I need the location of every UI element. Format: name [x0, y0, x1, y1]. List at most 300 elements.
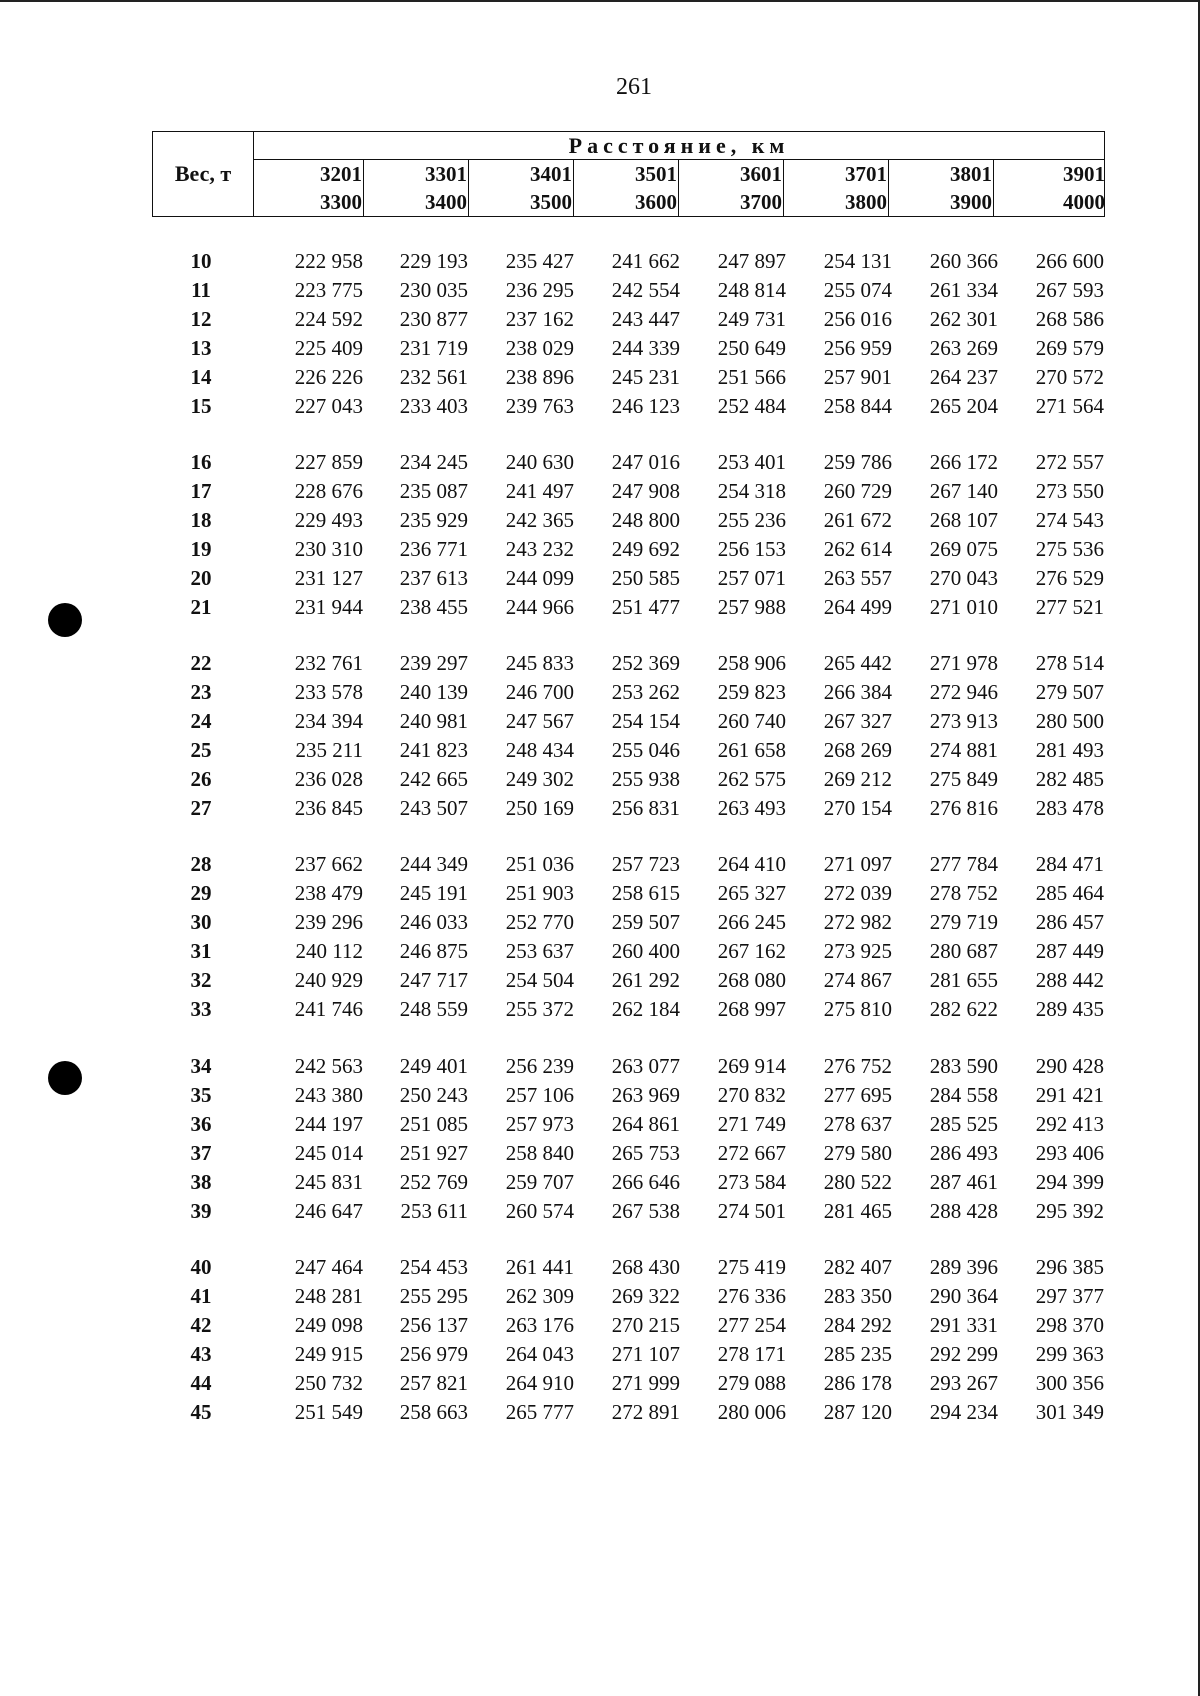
value-cell: 244 349: [399, 852, 468, 876]
value-cell: 237 162: [505, 306, 574, 331]
value-cell: 247 717: [399, 967, 468, 992]
value-cell: 278 171: [717, 1341, 786, 1366]
value-cell: 265 753: [611, 1140, 680, 1165]
value-cell: 248 559: [399, 996, 468, 1021]
table-row: [0, 1369, 1200, 1398]
weight-cell: 10: [190, 249, 212, 273]
value-cell: 249 692: [611, 536, 680, 561]
value-cell: 267 327: [823, 708, 892, 733]
range-header-3: [573, 160, 679, 216]
value-cell: 294 399: [1035, 1169, 1104, 1194]
table-row: [0, 276, 1200, 305]
weight-cell: 41: [190, 1283, 212, 1308]
value-cell: 259 823: [717, 679, 786, 704]
range-from: 3401: [530, 162, 572, 186]
weight-cell: 12: [190, 306, 212, 331]
value-cell: 269 914: [717, 1054, 786, 1078]
table-row: [0, 1081, 1200, 1110]
value-cell: 239 296: [294, 909, 363, 934]
value-cell: 230 877: [399, 306, 468, 331]
value-cell: 271 999: [611, 1370, 680, 1395]
table-row: [0, 1398, 1200, 1427]
value-cell: 248 281: [294, 1283, 363, 1308]
table-row: [0, 1052, 1200, 1081]
value-cell: 242 554: [611, 277, 680, 302]
value-cell: 243 380: [294, 1082, 363, 1107]
value-cell: 249 731: [717, 306, 786, 331]
value-cell: 267 162: [717, 938, 786, 963]
table-header: [152, 131, 1105, 217]
value-cell: 254 154: [611, 708, 680, 733]
value-cell: 292 299: [929, 1341, 998, 1366]
value-cell: 260 729: [823, 478, 892, 503]
value-cell: 299 363: [1035, 1341, 1104, 1366]
weight-cell: 28: [190, 852, 212, 876]
value-cell: 257 988: [717, 594, 786, 619]
value-cell: 277 784: [929, 852, 998, 876]
value-cell: 261 672: [823, 507, 892, 532]
value-cell: 255 046: [611, 737, 680, 762]
value-cell: 254 131: [823, 249, 892, 273]
value-cell: 274 543: [1035, 507, 1104, 532]
value-cell: 274 501: [717, 1198, 786, 1223]
value-cell: 286 178: [823, 1370, 892, 1395]
value-cell: 256 153: [717, 536, 786, 561]
value-cell: 261 441: [505, 1255, 574, 1279]
value-cell: 232 761: [294, 651, 363, 675]
value-cell: 272 946: [929, 679, 998, 704]
value-cell: 233 578: [294, 679, 363, 704]
value-cell: 260 574: [505, 1198, 574, 1223]
value-cell: 241 662: [611, 249, 680, 273]
value-cell: 288 442: [1035, 967, 1104, 992]
table-row: [0, 363, 1200, 392]
value-cell: 284 558: [929, 1082, 998, 1107]
value-cell: 257 901: [823, 364, 892, 389]
value-cell: 295 392: [1035, 1198, 1104, 1223]
weight-cell: 14: [190, 364, 212, 389]
value-cell: 263 493: [717, 795, 786, 820]
table-row: [0, 879, 1200, 908]
value-cell: 265 204: [929, 393, 998, 418]
value-cell: 240 112: [295, 938, 363, 963]
range-to: 3300: [320, 190, 362, 214]
value-cell: 264 861: [611, 1111, 680, 1136]
value-cell: 239 297: [399, 651, 468, 675]
value-cell: 260 740: [717, 708, 786, 733]
value-cell: 287 449: [1035, 938, 1104, 963]
value-cell: 259 707: [505, 1169, 574, 1194]
value-cell: 268 586: [1035, 306, 1104, 331]
weight-cell: 25: [190, 737, 212, 762]
distance-header: Расстояние, км: [254, 132, 1104, 160]
table-row: [0, 305, 1200, 334]
value-cell: 255 236: [717, 507, 786, 532]
weight-cell: 39: [190, 1198, 212, 1223]
punch-hole-lower: [48, 1061, 82, 1095]
value-cell: 275 419: [717, 1255, 786, 1279]
weight-cell: 40: [190, 1255, 212, 1279]
value-cell: 269 579: [1035, 335, 1104, 360]
value-cell: 290 428: [1035, 1054, 1104, 1078]
value-cell: 271 749: [717, 1111, 786, 1136]
value-cell: 268 080: [717, 967, 786, 992]
value-cell: 242 563: [294, 1054, 363, 1078]
range-header-5: [783, 160, 889, 216]
value-cell: 265 442: [823, 651, 892, 675]
table-row: [0, 995, 1200, 1024]
value-cell: 240 929: [294, 967, 363, 992]
value-cell: 272 557: [1035, 450, 1104, 474]
value-cell: 248 814: [717, 277, 786, 302]
table-row: [0, 247, 1200, 276]
value-cell: 257 723: [611, 852, 680, 876]
page-edge-top: [0, 0, 1200, 2]
table-row: [0, 1340, 1200, 1369]
value-cell: 279 507: [1035, 679, 1104, 704]
value-cell: 279 719: [929, 909, 998, 934]
value-cell: 287 120: [823, 1399, 892, 1424]
table-row: [0, 477, 1200, 506]
value-cell: 282 622: [929, 996, 998, 1021]
value-cell: 244 339: [611, 335, 680, 360]
value-cell: 283 478: [1035, 795, 1104, 820]
value-cell: 271 097: [823, 852, 892, 876]
value-cell: 263 269: [929, 335, 998, 360]
value-cell: 264 237: [929, 364, 998, 389]
value-cell: 277 254: [717, 1312, 786, 1337]
value-cell: 279 088: [717, 1370, 786, 1395]
value-cell: 290 364: [929, 1283, 998, 1308]
value-cell: 280 500: [1035, 708, 1104, 733]
value-cell: 266 172: [929, 450, 998, 474]
range-to: 3400: [425, 190, 467, 214]
value-cell: 272 891: [611, 1399, 680, 1424]
weight-cell: 11: [191, 277, 211, 302]
value-cell: 236 028: [294, 766, 363, 791]
value-cell: 247 567: [505, 708, 574, 733]
value-cell: 263 969: [611, 1082, 680, 1107]
value-cell: 244 197: [294, 1111, 363, 1136]
value-cell: 228 676: [294, 478, 363, 503]
value-cell: 293 267: [929, 1370, 998, 1395]
range-header-7: [1000, 160, 1106, 216]
value-cell: 276 336: [717, 1283, 786, 1308]
value-cell: 258 615: [611, 880, 680, 905]
value-cell: 236 771: [399, 536, 468, 561]
value-cell: 270 154: [823, 795, 892, 820]
value-cell: 270 832: [717, 1082, 786, 1107]
range-to: 4000: [1063, 190, 1105, 214]
value-cell: 281 493: [1035, 737, 1104, 762]
value-cell: 301 349: [1035, 1399, 1104, 1424]
value-cell: 284 471: [1035, 852, 1104, 876]
weight-cell: 27: [190, 795, 212, 820]
value-cell: 224 592: [294, 306, 363, 331]
value-cell: 240 981: [399, 708, 468, 733]
value-cell: 285 525: [929, 1111, 998, 1136]
value-cell: 241 497: [505, 478, 574, 503]
value-cell: 249 302: [505, 766, 574, 791]
value-cell: 245 833: [505, 651, 574, 675]
weight-cell: 16: [190, 450, 212, 474]
value-cell: 267 593: [1035, 277, 1104, 302]
table-row: [0, 564, 1200, 593]
weight-cell: 20: [190, 565, 212, 590]
value-cell: 262 614: [823, 536, 892, 561]
weight-cell: 15: [190, 393, 212, 418]
value-cell: 269 212: [823, 766, 892, 791]
value-cell: 278 637: [823, 1111, 892, 1136]
value-cell: 284 292: [823, 1312, 892, 1337]
value-cell: 235 087: [399, 478, 468, 503]
value-cell: 263 557: [823, 565, 892, 590]
value-cell: 229 193: [399, 249, 468, 273]
table-row: [0, 1139, 1200, 1168]
value-cell: 252 369: [611, 651, 680, 675]
value-cell: 251 549: [294, 1399, 363, 1424]
range-header-1: [363, 160, 469, 216]
value-cell: 282 407: [823, 1255, 892, 1279]
weight-cell: 21: [190, 594, 212, 619]
value-cell: 244 966: [505, 594, 574, 619]
range-to: 3600: [635, 190, 677, 214]
value-cell: 249 098: [294, 1312, 363, 1337]
value-cell: 274 881: [929, 737, 998, 762]
value-cell: 229 493: [294, 507, 363, 532]
value-cell: 267 140: [929, 478, 998, 503]
table-row: [0, 334, 1200, 363]
value-cell: 242 665: [399, 766, 468, 791]
range-from: 3201: [320, 162, 362, 186]
value-cell: 241 746: [294, 996, 363, 1021]
value-cell: 276 529: [1035, 565, 1104, 590]
range-from: 3801: [950, 162, 992, 186]
weight-cell: 31: [190, 938, 212, 963]
value-cell: 231 127: [294, 565, 363, 590]
value-cell: 285 464: [1035, 880, 1104, 905]
value-cell: 235 427: [505, 249, 574, 273]
value-cell: 254 318: [717, 478, 786, 503]
value-cell: 251 566: [717, 364, 786, 389]
value-cell: 243 507: [399, 795, 468, 820]
value-cell: 247 016: [611, 450, 680, 474]
value-cell: 266 245: [717, 909, 786, 934]
value-cell: 248 434: [505, 737, 574, 762]
weight-cell: 26: [190, 766, 212, 791]
value-cell: 256 831: [611, 795, 680, 820]
value-cell: 258 840: [505, 1140, 574, 1165]
value-cell: 276 752: [823, 1054, 892, 1078]
value-cell: 235 929: [399, 507, 468, 532]
value-cell: 238 479: [294, 880, 363, 905]
value-cell: 286 493: [929, 1140, 998, 1165]
value-cell: 277 521: [1035, 594, 1104, 619]
table-row: [0, 908, 1200, 937]
value-cell: 262 309: [505, 1283, 574, 1308]
value-cell: 258 906: [717, 651, 786, 675]
range-from: 3301: [425, 162, 467, 186]
value-cell: 264 043: [505, 1341, 574, 1366]
weight-cell: 23: [190, 679, 212, 704]
value-cell: 256 239: [505, 1054, 574, 1078]
value-cell: 270 572: [1035, 364, 1104, 389]
weight-cell: 29: [190, 880, 212, 905]
weight-cell: 30: [190, 909, 212, 934]
table-row: [0, 1282, 1200, 1311]
value-cell: 283 590: [929, 1054, 998, 1078]
value-cell: 246 875: [399, 938, 468, 963]
range-header-4: [678, 160, 784, 216]
value-cell: 279 580: [823, 1140, 892, 1165]
weight-column-header: Вес, т: [153, 132, 254, 216]
value-cell: 253 611: [400, 1198, 468, 1223]
value-cell: 260 366: [929, 249, 998, 273]
table-row: [0, 593, 1200, 622]
value-cell: 250 243: [399, 1082, 468, 1107]
value-cell: 255 372: [505, 996, 574, 1021]
range-to: 3800: [845, 190, 887, 214]
value-cell: 243 232: [505, 536, 574, 561]
table-row: [0, 649, 1200, 678]
weight-cell: 17: [190, 478, 212, 503]
range-header-2: [468, 160, 574, 216]
value-cell: 261 334: [929, 277, 998, 302]
value-cell: 255 938: [611, 766, 680, 791]
value-cell: 280 006: [717, 1399, 786, 1424]
value-cell: 268 430: [611, 1255, 680, 1279]
weight-cell: 18: [190, 507, 212, 532]
value-cell: 257 821: [399, 1370, 468, 1395]
value-cell: 277 695: [823, 1082, 892, 1107]
value-cell: 266 384: [823, 679, 892, 704]
value-cell: 254 453: [399, 1255, 468, 1279]
value-cell: 255 295: [399, 1283, 468, 1308]
weight-cell: 34: [190, 1054, 212, 1078]
value-cell: 271 107: [611, 1341, 680, 1366]
value-cell: 226 226: [294, 364, 363, 389]
value-cell: 274 867: [823, 967, 892, 992]
value-cell: 251 085: [399, 1111, 468, 1136]
weight-cell: 33: [190, 996, 212, 1021]
value-cell: 245 014: [294, 1140, 363, 1165]
value-cell: 262 575: [717, 766, 786, 791]
value-cell: 259 786: [823, 450, 892, 474]
weight-cell: 36: [190, 1111, 212, 1136]
value-cell: 251 036: [505, 852, 574, 876]
value-cell: 246 033: [399, 909, 468, 934]
value-cell: 233 403: [399, 393, 468, 418]
value-cell: 291 331: [929, 1312, 998, 1337]
value-cell: 256 959: [823, 335, 892, 360]
value-cell: 266 646: [611, 1169, 680, 1194]
value-cell: 264 410: [717, 852, 786, 876]
table-row: [0, 850, 1200, 879]
table-row: [0, 535, 1200, 564]
value-cell: 293 406: [1035, 1140, 1104, 1165]
value-cell: 253 401: [717, 450, 786, 474]
value-cell: 276 816: [929, 795, 998, 820]
value-cell: 264 499: [823, 594, 892, 619]
value-cell: 239 763: [505, 393, 574, 418]
value-cell: 238 455: [399, 594, 468, 619]
value-cell: 249 401: [399, 1054, 468, 1078]
value-cell: 227 859: [294, 450, 363, 474]
value-cell: 283 350: [823, 1283, 892, 1308]
value-cell: 275 849: [929, 766, 998, 791]
value-cell: 244 099: [505, 565, 574, 590]
value-cell: 278 752: [929, 880, 998, 905]
table-row: [0, 392, 1200, 421]
value-cell: 237 613: [399, 565, 468, 590]
value-cell: 271 010: [929, 594, 998, 619]
value-cell: 243 447: [611, 306, 680, 331]
value-cell: 259 507: [611, 909, 680, 934]
value-cell: 268 997: [717, 996, 786, 1021]
value-cell: 262 301: [929, 306, 998, 331]
value-cell: 238 896: [505, 364, 574, 389]
value-cell: 281 655: [929, 967, 998, 992]
weight-cell: 32: [190, 967, 212, 992]
table-row: [0, 1168, 1200, 1197]
value-cell: 245 191: [399, 880, 468, 905]
value-cell: 246 647: [294, 1198, 363, 1223]
value-cell: 273 925: [823, 938, 892, 963]
value-cell: 223 775: [294, 277, 363, 302]
table-row: [0, 1253, 1200, 1282]
weight-cell: 24: [190, 708, 212, 733]
value-cell: 234 245: [399, 450, 468, 474]
value-cell: 296 385: [1035, 1255, 1104, 1279]
value-cell: 273 550: [1035, 478, 1104, 503]
value-cell: 275 536: [1035, 536, 1104, 561]
range-from: 3501: [635, 162, 677, 186]
value-cell: 260 400: [611, 938, 680, 963]
value-cell: 250 169: [505, 795, 574, 820]
value-cell: 257 106: [505, 1082, 574, 1107]
value-cell: 262 184: [611, 996, 680, 1021]
value-cell: 258 663: [399, 1399, 468, 1424]
value-cell: 252 484: [717, 393, 786, 418]
value-cell: 271 978: [929, 651, 998, 675]
weight-cell: 13: [190, 335, 212, 360]
value-cell: 265 327: [717, 880, 786, 905]
value-cell: 231 719: [399, 335, 468, 360]
value-cell: 263 176: [505, 1312, 574, 1337]
value-cell: 240 139: [399, 679, 468, 704]
weight-cell: 44: [190, 1370, 212, 1395]
value-cell: 230 310: [294, 536, 363, 561]
table-row: [0, 966, 1200, 995]
value-cell: 272 039: [823, 880, 892, 905]
value-cell: 287 461: [929, 1169, 998, 1194]
value-cell: 269 322: [611, 1283, 680, 1308]
value-cell: 253 637: [505, 938, 574, 963]
value-cell: 281 465: [823, 1198, 892, 1223]
value-cell: 288 428: [929, 1198, 998, 1223]
value-cell: 271 564: [1035, 393, 1104, 418]
weight-cell: 45: [190, 1399, 212, 1424]
value-cell: 285 235: [823, 1341, 892, 1366]
value-cell: 272 982: [823, 909, 892, 934]
page-number: 261: [616, 74, 652, 100]
value-cell: 250 649: [717, 335, 786, 360]
weight-cell: 35: [190, 1082, 212, 1107]
value-cell: 273 584: [717, 1169, 786, 1194]
range-to: 3500: [530, 190, 572, 214]
value-cell: 246 123: [611, 393, 680, 418]
table-row: [0, 1110, 1200, 1139]
